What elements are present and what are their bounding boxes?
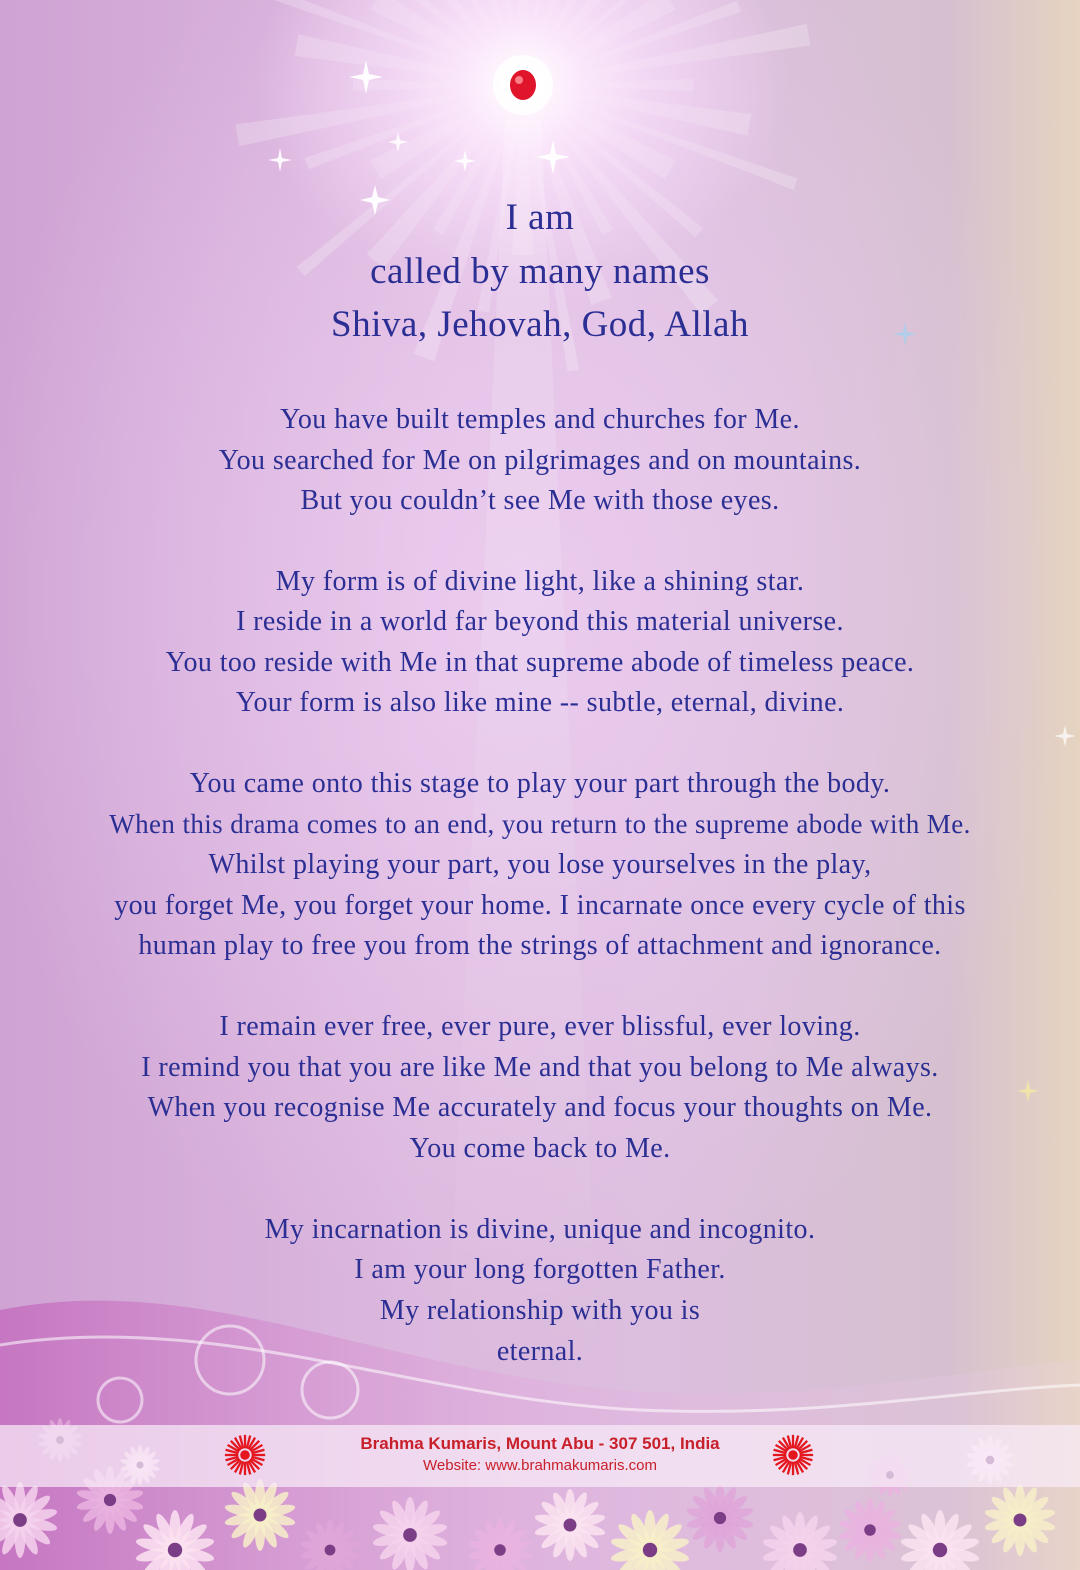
verse-2-line-2: I reside in a world far beyond this material universe.	[236, 606, 844, 637]
verse-4-line-2: I remind you that you are like Me and that you belong to Me always.	[141, 1052, 939, 1083]
verse-1-line-3: But you couldn’t see Me with those eyes.	[300, 485, 780, 516]
title-line-1: I am	[505, 197, 575, 238]
verse-3-line-4: you forget Me, you forget your home. I incarnate once every cycle of this	[114, 890, 966, 921]
verse-2-line-3: You too reside with Me in that supreme abode of timeless peace.	[165, 647, 915, 678]
footer-organization: Brahma Kumaris, Mount Abu - 307 501, India	[360, 1434, 720, 1453]
verse-3-line-5: human play to free you from the strings of attachment and ignorance.	[138, 930, 942, 961]
verse-5-line-4: eternal.	[496, 1336, 584, 1367]
verse-1-line-1: You have built temples and churches for Me.	[280, 404, 800, 435]
verse-5-line-2: I am your long forgotten Father.	[354, 1254, 726, 1285]
verse-2-line-4: Your form is also like mine -- subtle, eternal, divine.	[235, 687, 845, 718]
verse-4-line-4: You come back to Me.	[409, 1133, 671, 1164]
verse-3-line-3: Whilst playing your part, you lose yourselves in the play,	[208, 849, 872, 880]
footer-website[interactable]: Website: www.brahmakumaris.com	[423, 1457, 657, 1474]
verse-1-line-2: You searched for Me on pilgrimages and on mountains.	[218, 445, 862, 476]
flower-decoration	[0, 1250, 1080, 1570]
verse-3-line-1: You came onto this stage to play your part through the body.	[189, 768, 891, 799]
verse-5-line-1: My incarnation is divine, unique and incognito.	[264, 1214, 816, 1245]
verse-4-line-1: I remain ever free, ever pure, ever blissful, ever loving.	[219, 1011, 861, 1042]
verse-5-line-3: My relationship with you is	[379, 1295, 701, 1326]
verse-4-line-3: When you recognise Me accurately and focus your thoughts on Me.	[147, 1092, 933, 1123]
title-line-3: Shiva, Jehovah, God, Allah	[331, 304, 749, 345]
light-point-icon	[493, 55, 553, 115]
verse-2-line-1: My form is of divine light, like a shining star.	[275, 566, 805, 597]
title-line-2: called by many names	[370, 251, 710, 292]
verse-3-line-2: When this drama comes to an end, you return to the supreme abode with Me.	[109, 809, 971, 839]
